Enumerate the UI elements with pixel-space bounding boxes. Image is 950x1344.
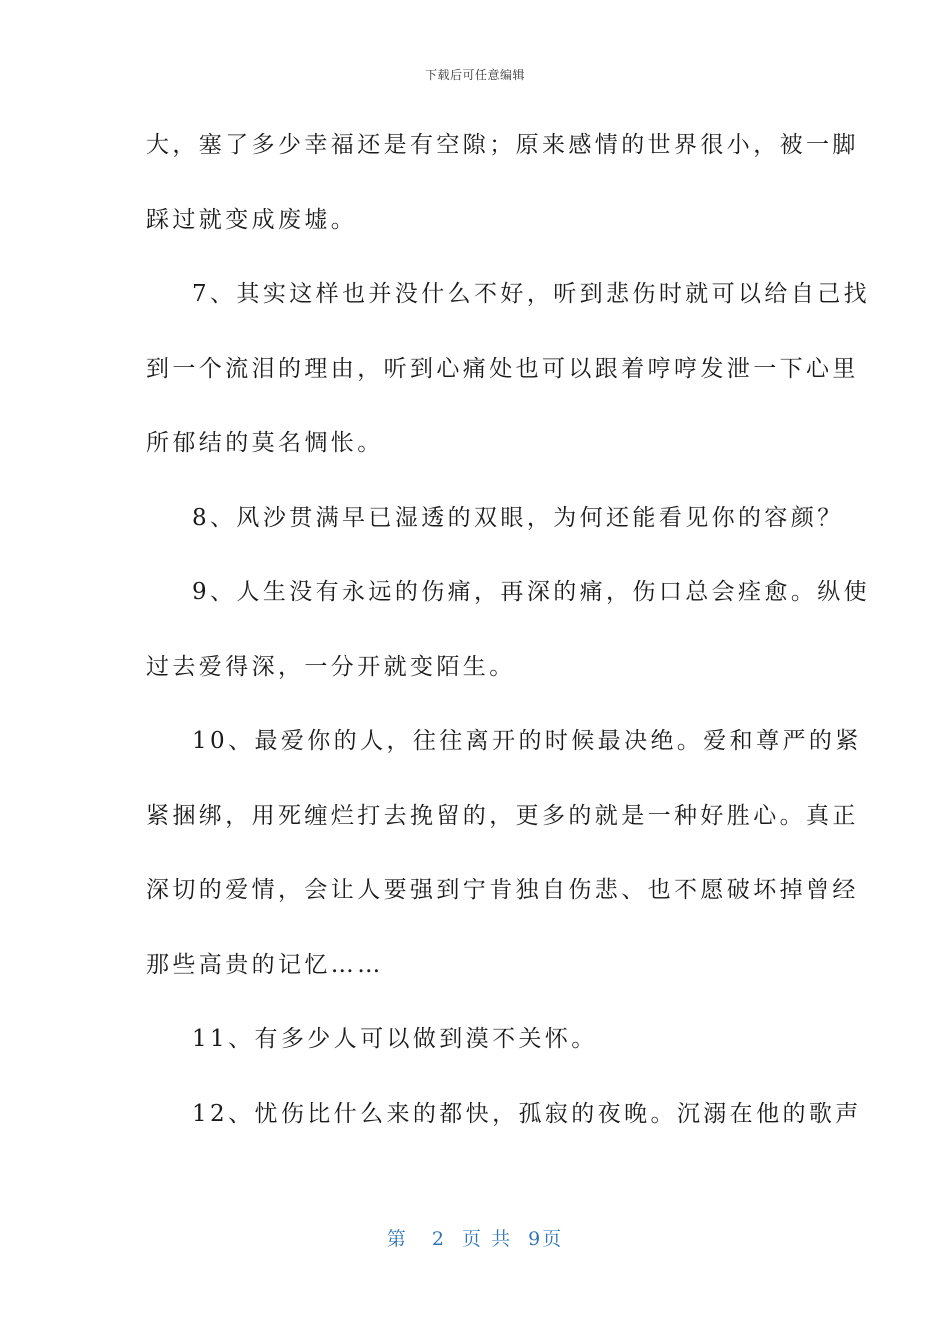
body-line-4: 到一个流泪的理由，听到心痛处也可以跟着哼哼发泄一下心里 [146, 355, 859, 382]
body-line-9: 10、最爱你的人，往往离开的时候最决绝。爱和尊严的紧 [192, 728, 862, 754]
page-footer [0, 1224, 950, 1251]
body-line-8: 过去爱得深，一分开就变陌生。 [146, 653, 516, 680]
body-line-12: 那些高贵的记忆…… [146, 951, 384, 978]
body-line-14: 12、忧伤比什么来的都快，孤寂的夜晚。沉溺在他的歌声 [192, 1100, 862, 1127]
body-line-2: 踩过就变成废墟。 [146, 206, 358, 233]
body-line-1: 大，塞了多少幸福还是有空隙；原来感情的世界很小，被一脚 [146, 132, 859, 158]
footer-middle: 页 共 [462, 1228, 513, 1250]
body-line-6: 8、风沙贯满早已湿透的双眼，为何还能看见你的容颜？ [192, 504, 844, 531]
body-line-13: 11、有多少人可以做到漠不关怀。 [192, 1026, 598, 1052]
footer-suffix: 页 [542, 1228, 564, 1250]
footer-total-pages: 9 [528, 1228, 543, 1250]
body-line-7: 9、人生没有永远的伤痛，再深的痛，伤口总会痊愈。纵使 [192, 579, 871, 605]
body-line-11: 深切的爱情，会让人要强到宁肯独自伤悲、也不愿破坏掉曾经 [146, 877, 859, 903]
body-line-10: 紧捆绑，用死缠烂打去挽留的，更多的就是一种好胜心。真正 [146, 802, 859, 829]
page-header: 下载后可任意编辑 [424, 68, 525, 82]
footer-current-page: 2 [431, 1228, 446, 1250]
body-line-3: 7、其实这样也并没什么不好，听到悲伤时就可以给自己找 [192, 281, 871, 307]
body-line-5: 所郁结的莫名惆怅。 [146, 430, 384, 456]
footer-prefix: 第 [386, 1228, 408, 1250]
document-body [146, 118, 871, 1161]
